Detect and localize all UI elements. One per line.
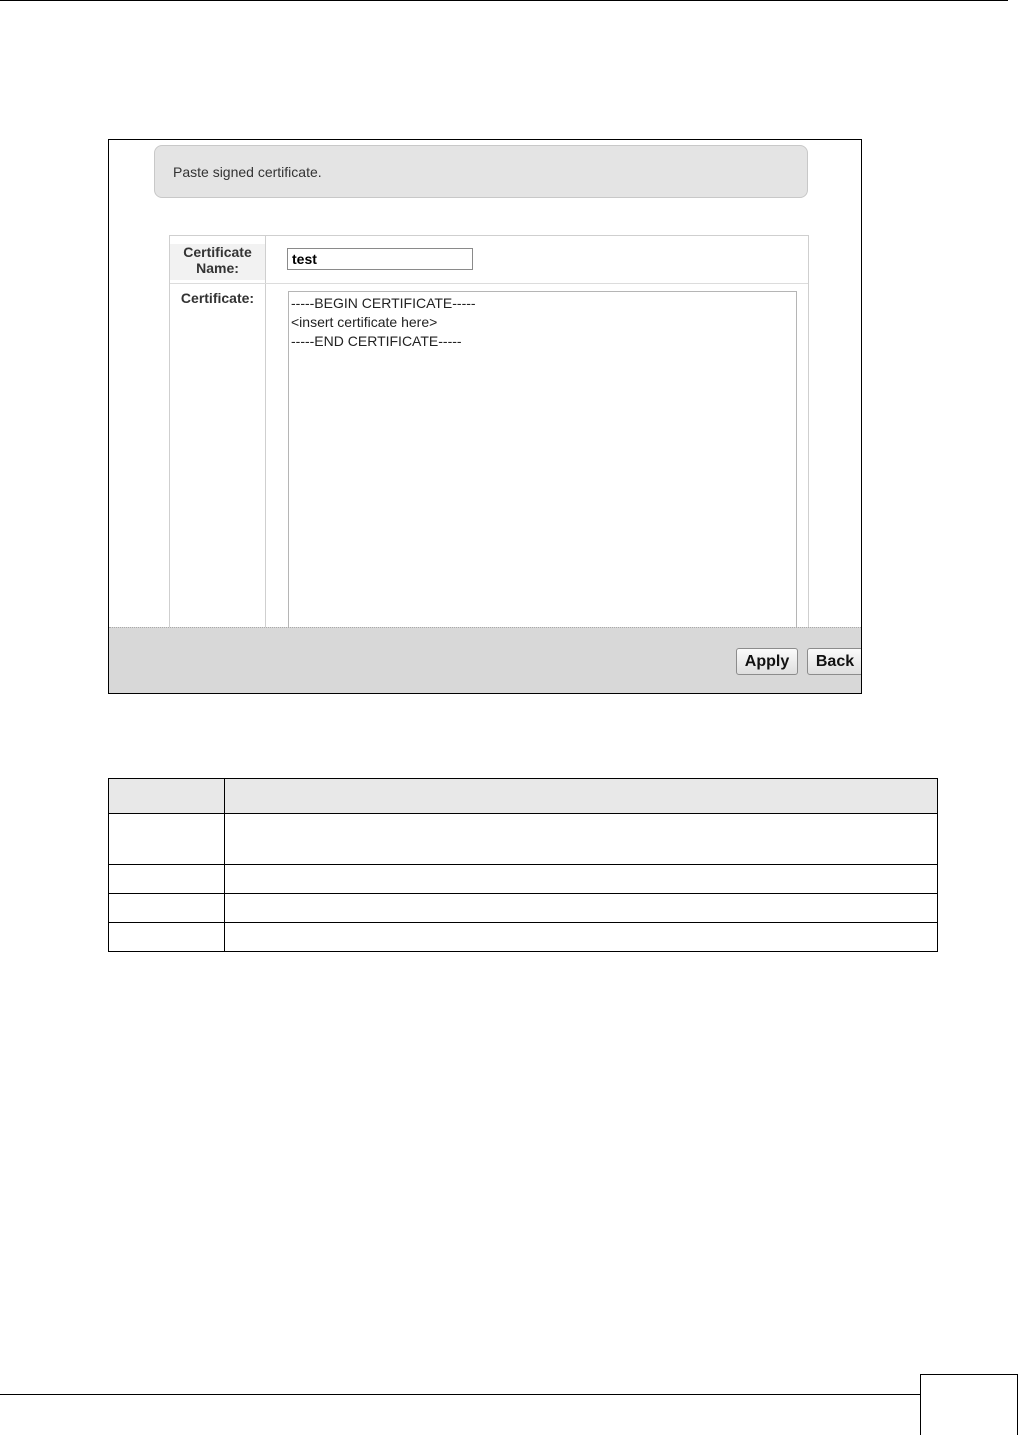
certificate-label: Certificate: — [180, 290, 255, 306]
row-separator — [170, 283, 808, 284]
table-cell — [109, 814, 225, 865]
apply-button[interactable]: Apply — [736, 648, 798, 675]
notice-banner — [154, 145, 808, 198]
table-header-cell — [225, 779, 938, 814]
description-table — [108, 778, 938, 952]
back-button[interactable]: Back — [807, 648, 862, 675]
table-cell — [109, 894, 225, 923]
table-cell — [225, 894, 938, 923]
certificate-form — [169, 235, 809, 631]
table-cell — [225, 814, 938, 865]
table-cell — [109, 923, 225, 952]
table-cell — [225, 923, 938, 952]
screenshot-frame — [108, 139, 862, 694]
page-number-box — [920, 1374, 1018, 1435]
certificate-name-label: Certificate Name: — [170, 244, 265, 280]
table-row — [109, 814, 938, 865]
certificate-name-input[interactable] — [287, 248, 473, 270]
table-row — [109, 894, 938, 923]
table-row — [109, 865, 938, 894]
button-bar — [109, 627, 861, 694]
footer-rule — [0, 1394, 920, 1395]
table-row — [109, 923, 938, 952]
table-cell — [225, 865, 938, 894]
header-rule — [0, 0, 1008, 1]
table-header-cell — [109, 779, 225, 814]
certificate-textarea[interactable] — [288, 291, 797, 636]
table-header-row — [109, 779, 938, 814]
notice-text: Paste signed certificate. — [173, 164, 322, 180]
table-cell — [109, 865, 225, 894]
